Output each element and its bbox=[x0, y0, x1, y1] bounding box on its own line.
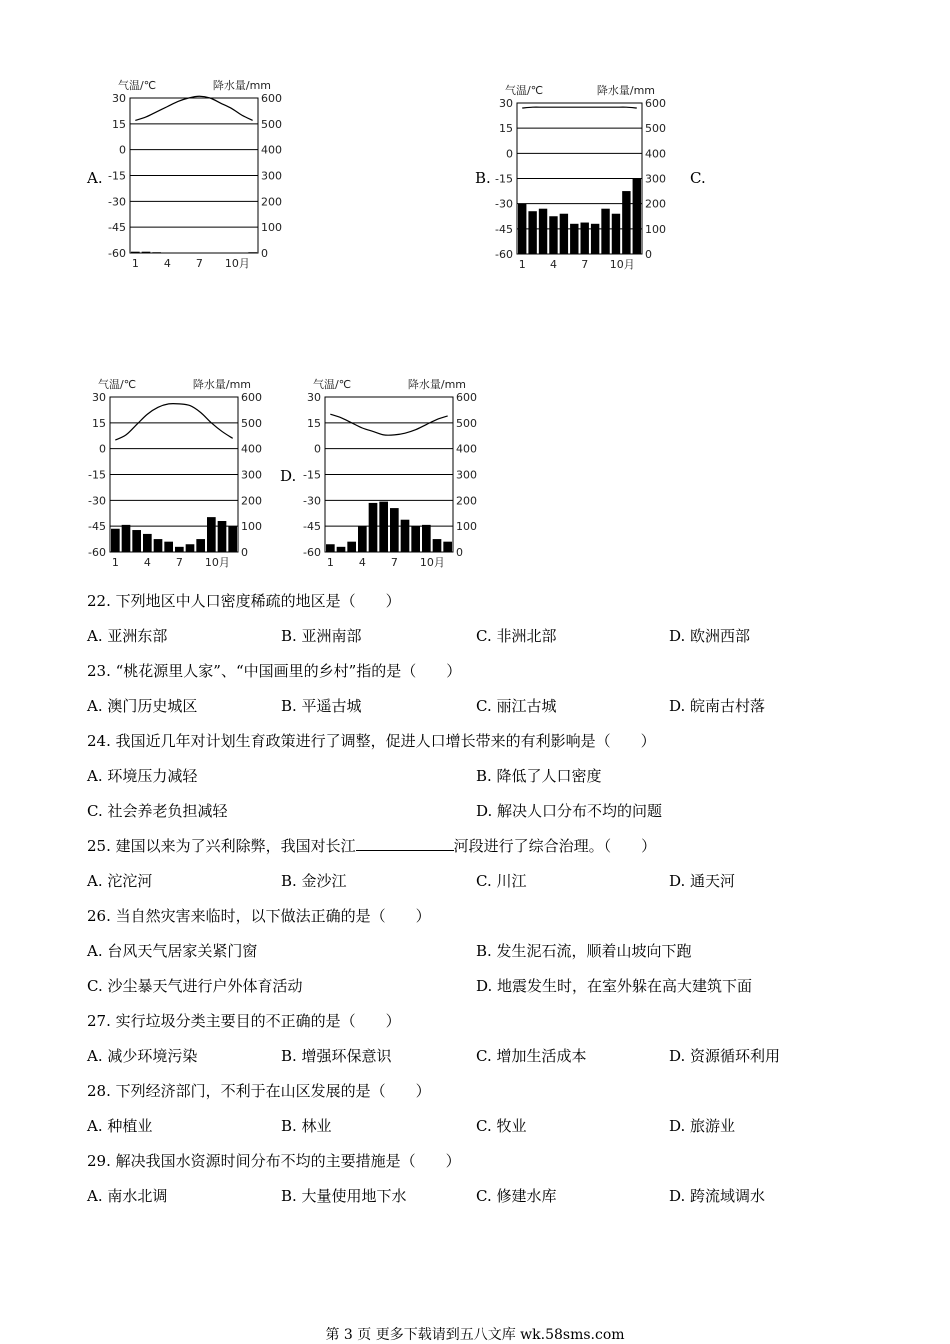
question-28-option-d[interactable]: D. 旅游业 bbox=[669, 1117, 736, 1135]
question-23-option-a[interactable]: A. 澳门历史城区 bbox=[87, 697, 198, 715]
temp-axis-label: 气温/℃ bbox=[313, 378, 352, 391]
question-24-option-d[interactable]: D. 解决人口分布不均的问题 bbox=[476, 802, 663, 820]
precip-tick-label: 200 bbox=[645, 197, 666, 211]
temp-tick-label: 30 bbox=[307, 391, 321, 404]
precip-tick-label: 600 bbox=[645, 97, 666, 110]
precip-tick-label: 300 bbox=[241, 468, 262, 482]
month-tick-label: 4 bbox=[549, 258, 557, 271]
climate-chart-d bbox=[0, 0, 950, 600]
temp-tick-label: -45 bbox=[88, 520, 106, 534]
question-23-option-c[interactable]: C. 丽江古城 bbox=[476, 697, 557, 715]
question-27-option-a[interactable]: A. 减少环境污染 bbox=[87, 1047, 198, 1065]
precip-bar bbox=[401, 520, 410, 552]
precip-tick-label: 500 bbox=[261, 117, 282, 131]
temperature-curve bbox=[330, 414, 447, 435]
question-22-option-a[interactable]: A. 亚洲东部 bbox=[87, 627, 168, 645]
temp-tick-label: 15 bbox=[307, 416, 321, 430]
temp-tick-label: 15 bbox=[112, 117, 126, 131]
precip-axis-label: 降水量/mm bbox=[192, 378, 251, 391]
month-tick-label: 10月 bbox=[204, 556, 230, 569]
question-26-options-row1 bbox=[0, 940, 950, 962]
precip-bar bbox=[411, 526, 420, 552]
precip-tick-label: 400 bbox=[456, 442, 477, 456]
month-tick-label: 10月 bbox=[609, 258, 635, 271]
question-25-stem bbox=[87, 835, 656, 856]
month-tick-label: 7 bbox=[175, 556, 183, 569]
temp-tick-label: -15 bbox=[108, 169, 126, 183]
temp-tick-label: 0 bbox=[506, 147, 513, 161]
temp-tick-label: -30 bbox=[108, 195, 126, 209]
temp-axis-label: 气温/℃ bbox=[98, 378, 137, 391]
precip-bar bbox=[433, 539, 442, 552]
question-26-option-d[interactable]: D. 地震发生时，在室外躲在高大建筑下面 bbox=[476, 977, 753, 995]
month-tick-label: 4 bbox=[163, 257, 171, 270]
question-23-options bbox=[0, 695, 950, 717]
question-23-stem: 23. “桃花源里人家”、“中国画里的乡村”指的是（ ） bbox=[87, 662, 462, 680]
temp-tick-label: -60 bbox=[495, 248, 513, 261]
precip-tick-label: 300 bbox=[261, 169, 282, 183]
precip-bar bbox=[422, 525, 431, 552]
question-22-option-c[interactable]: C. 非洲北部 bbox=[476, 627, 557, 645]
question-28-option-b[interactable]: B. 林业 bbox=[281, 1117, 332, 1135]
temp-tick-label: -15 bbox=[88, 468, 106, 482]
question-25-option-c[interactable]: C. 川江 bbox=[476, 872, 527, 890]
precip-tick-label: 400 bbox=[645, 147, 666, 161]
month-tick-label: 1 bbox=[518, 258, 526, 271]
question-28-option-a[interactable]: A. 种植业 bbox=[87, 1117, 153, 1135]
precip-tick-label: 100 bbox=[241, 520, 262, 534]
month-tick-label: 1 bbox=[326, 556, 334, 569]
temp-tick-label: -60 bbox=[88, 546, 106, 559]
temp-tick-label: 15 bbox=[92, 416, 106, 430]
temp-tick-label: -60 bbox=[303, 546, 321, 559]
page-footer: 第 3 页 更多下载请到五八文库 wk.58sms.com bbox=[325, 1327, 625, 1343]
precip-bar bbox=[347, 542, 356, 552]
question-26-stem: 26. 当自然灾害来临时，以下做法正确的是（ ） bbox=[87, 907, 431, 925]
temp-tick-label: 30 bbox=[112, 92, 126, 105]
month-tick-label: 1 bbox=[111, 556, 119, 569]
question-23-option-d[interactable]: D. 皖南古村落 bbox=[669, 697, 766, 715]
temp-tick-label: -30 bbox=[303, 494, 321, 508]
option-letter-d: D. bbox=[280, 467, 297, 485]
precip-bar bbox=[390, 508, 399, 552]
question-24-stem: 24. 我国近几年对计划生育政策进行了调整，促进人口增长带来的有利影响是（ ） bbox=[87, 732, 656, 750]
precip-tick-label: 0 bbox=[456, 546, 463, 559]
question-25-stem-post: 河段进行了综合治理。（ ） bbox=[453, 837, 657, 855]
precip-tick-label: 300 bbox=[456, 468, 477, 482]
question-25-option-b[interactable]: B. 金沙江 bbox=[281, 872, 347, 890]
precip-bar bbox=[326, 544, 335, 552]
question-29-option-d[interactable]: D. 跨流域调水 bbox=[669, 1187, 766, 1205]
question-25-option-d[interactable]: D. 通天河 bbox=[669, 872, 736, 890]
temp-tick-label: -15 bbox=[495, 172, 513, 186]
temp-tick-label: 0 bbox=[99, 442, 106, 456]
precip-tick-label: 500 bbox=[645, 122, 666, 136]
month-tick-label: 1 bbox=[131, 257, 139, 270]
precip-tick-label: 600 bbox=[241, 391, 262, 404]
question-22-options bbox=[0, 625, 950, 647]
precip-axis-label: 降水量/mm bbox=[212, 79, 271, 92]
precip-tick-label: 300 bbox=[645, 172, 666, 186]
precip-tick-label: 0 bbox=[645, 248, 652, 261]
month-tick-label: 7 bbox=[581, 258, 589, 271]
temp-tick-label: -45 bbox=[303, 520, 321, 534]
temp-tick-label: -15 bbox=[303, 468, 321, 482]
question-24-options-row2 bbox=[0, 800, 950, 822]
precip-tick-label: 600 bbox=[456, 391, 477, 404]
question-26-option-b[interactable]: B. 发生泥石流，顺着山坡向下跑 bbox=[476, 942, 692, 960]
temp-tick-label: 30 bbox=[92, 391, 106, 404]
question-29-option-b[interactable]: B. 大量使用地下水 bbox=[281, 1187, 407, 1205]
precip-tick-label: 200 bbox=[241, 494, 262, 508]
question-24-option-c[interactable]: C. 社会养老负担减轻 bbox=[87, 802, 228, 820]
question-26-option-c[interactable]: C. 沙尘暴天气进行户外体育活动 bbox=[87, 977, 303, 995]
question-22-option-d[interactable]: D. 欧洲西部 bbox=[669, 627, 751, 645]
temp-axis-label: 气温/℃ bbox=[505, 84, 544, 97]
temp-tick-label: -30 bbox=[495, 197, 513, 211]
question-27-option-c[interactable]: C. 增加生活成本 bbox=[476, 1047, 587, 1065]
precip-bar bbox=[379, 502, 388, 552]
temp-tick-label: 30 bbox=[499, 97, 513, 110]
question-29-option-c[interactable]: C. 修建水库 bbox=[476, 1187, 557, 1205]
temp-axis-label: 气温/℃ bbox=[118, 79, 157, 92]
precip-tick-label: 400 bbox=[241, 442, 262, 456]
question-27-option-d[interactable]: D. 资源循环利用 bbox=[669, 1047, 781, 1065]
precip-tick-label: 600 bbox=[261, 92, 282, 105]
temp-tick-label: -45 bbox=[108, 221, 126, 235]
question-24-option-a[interactable]: A. 环境压力减轻 bbox=[87, 767, 198, 785]
question-25-option-a[interactable]: A. 沱沱河 bbox=[87, 872, 153, 890]
question-25-stem-pre: 25. 建国以来为了兴利除弊，我国对长江 bbox=[87, 837, 356, 855]
month-tick-label: 10月 bbox=[224, 257, 250, 270]
question-26-option-a[interactable]: A. 台风天气居家关紧门窗 bbox=[87, 942, 258, 960]
precip-tick-label: 100 bbox=[261, 221, 282, 235]
option-letter-a: A. bbox=[87, 169, 103, 187]
answer-blank[interactable] bbox=[356, 836, 454, 851]
question-22-stem: 22. 下列地区中人口密度稀疏的地区是（ ） bbox=[87, 592, 401, 610]
temp-tick-label: 15 bbox=[499, 122, 513, 136]
question-28-stem: 28. 下列经济部门，不利于在山区发展的是（ ） bbox=[87, 1082, 431, 1100]
question-27-option-b[interactable]: B. 增强环保意识 bbox=[281, 1047, 392, 1065]
precip-tick-label: 400 bbox=[261, 143, 282, 157]
precip-axis-label: 降水量/mm bbox=[407, 378, 466, 391]
precip-tick-label: 0 bbox=[261, 247, 268, 260]
question-24-options-row1 bbox=[0, 765, 950, 787]
temp-tick-label: -45 bbox=[495, 222, 513, 236]
question-27-options bbox=[0, 1045, 950, 1067]
precip-bar bbox=[358, 526, 367, 552]
precip-bar bbox=[443, 542, 452, 552]
precip-tick-label: 0 bbox=[241, 546, 248, 559]
precip-axis-label: 降水量/mm bbox=[596, 84, 655, 97]
question-26-options-row2 bbox=[0, 975, 950, 997]
month-tick-label: 4 bbox=[358, 556, 366, 569]
question-27-stem: 27. 实行垃圾分类主要目的不正确的是（ ） bbox=[87, 1012, 401, 1030]
question-25-options bbox=[0, 870, 950, 892]
temp-tick-label: -30 bbox=[88, 494, 106, 508]
precip-bar bbox=[337, 547, 346, 552]
option-letter-b: B. bbox=[475, 169, 491, 187]
precip-bar bbox=[369, 503, 378, 552]
question-24-option-b[interactable]: B. 降低了人口密度 bbox=[476, 767, 602, 785]
question-23-option-b[interactable]: B. 平遥古城 bbox=[281, 697, 362, 715]
month-tick-label: 10月 bbox=[419, 556, 445, 569]
question-22-option-b[interactable]: B. 亚洲南部 bbox=[281, 627, 362, 645]
precip-tick-label: 200 bbox=[261, 195, 282, 209]
precip-tick-label: 100 bbox=[645, 222, 666, 236]
month-tick-label: 7 bbox=[195, 257, 203, 270]
precip-tick-label: 100 bbox=[456, 520, 477, 534]
question-29-option-a[interactable]: A. 南水北调 bbox=[87, 1187, 168, 1205]
precip-tick-label: 500 bbox=[241, 416, 262, 430]
question-29-stem: 29. 解决我国水资源时间分布不均的主要措施是（ ） bbox=[87, 1152, 461, 1170]
precip-tick-label: 500 bbox=[456, 416, 477, 430]
temp-tick-label: 0 bbox=[314, 442, 321, 456]
precip-tick-label: 200 bbox=[456, 494, 477, 508]
question-29-options bbox=[0, 1185, 950, 1207]
option-letter-c: C. bbox=[690, 169, 706, 187]
question-28-option-c[interactable]: C. 牧业 bbox=[476, 1117, 527, 1135]
temp-tick-label: 0 bbox=[119, 143, 126, 157]
month-tick-label: 7 bbox=[390, 556, 398, 569]
question-28-options bbox=[0, 1115, 950, 1137]
month-tick-label: 4 bbox=[143, 556, 151, 569]
temp-tick-label: -60 bbox=[108, 247, 126, 260]
